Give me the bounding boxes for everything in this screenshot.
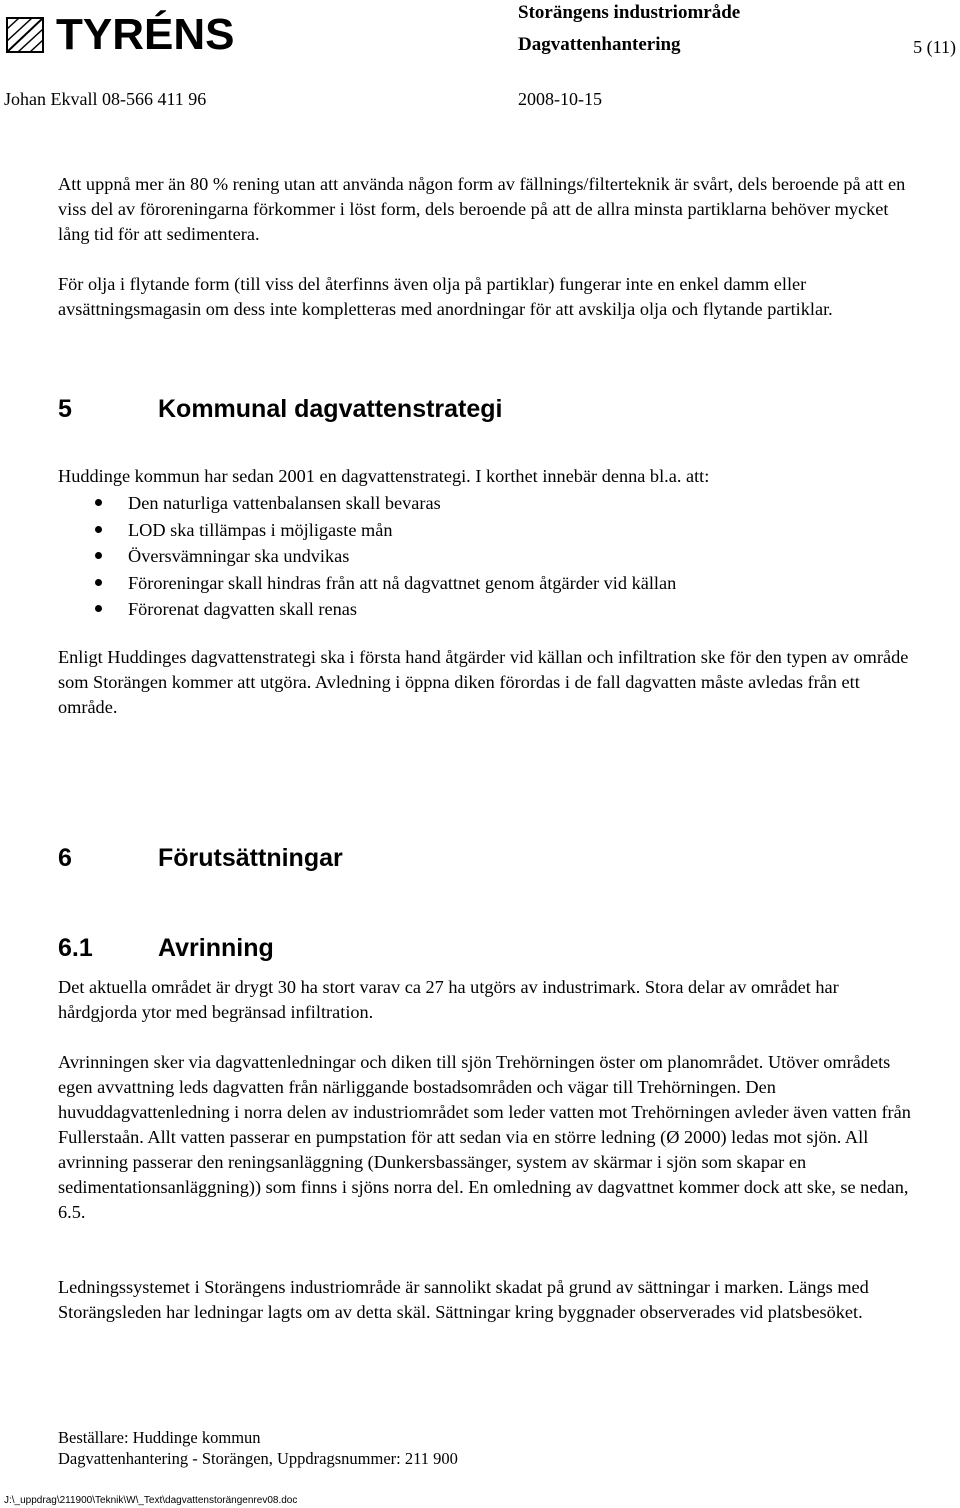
section-title: Kommunal dagvattenstrategi (158, 395, 503, 423)
section-6-1-heading (58, 933, 274, 963)
footer-assignment: Dagvattenhantering - Storängen, Uppdragsnummer: 211 900 (58, 1449, 458, 1468)
list-item: Den naturliga vattenbalansen skall bevaras (58, 490, 918, 517)
footer-file-path: J:\_uppdrag\211900\Teknik\W\_Text\dagvattenstorängenrev08.doc (4, 1495, 298, 1506)
bullet-icon (95, 552, 102, 559)
section-number: 6.1 (58, 934, 93, 962)
list-item: Förorenat dagvatten skall renas (58, 596, 918, 623)
section-6-1-paragraph-3: Ledningssystemet i Storängens industriområde är sannolikt skadat på grund av sättningar i marken. Längs med Storängsleden har ledningar lagts om av detta skäl. Sättningar kring byggnader observerades vid platsbesöket. (58, 1277, 869, 1322)
list-item: Översvämningar ska undvikas (58, 543, 918, 570)
company-logo-text: TYRÉNS (56, 10, 235, 59)
strategy-bullet-list (58, 490, 918, 623)
bullet-icon (95, 579, 102, 586)
section-5-lead: Huddinge kommun har sedan 2001 en dagvattenstrategi. I korthet innebär denna bl.a. att: (58, 466, 710, 486)
section-5-heading (58, 394, 503, 424)
section-6-heading (58, 843, 343, 873)
list-item: Föroreningar skall hindras från att nå dagvattnet genom åtgärder vid källan (58, 570, 918, 597)
intro-paragraph-1: Att uppnå mer än 80 % rening utan att använda någon form av fällnings/filterteknik är svårt, dels beroende på att en viss del av föroreningarna förkommer i löst form, dels beroende på att de allra minsta partiklarna behöver mycket lång tid för att sedimentera. (58, 174, 906, 244)
section-6-1-paragraph-1: Det aktuella området är drygt 30 ha stort varav ca 27 ha utgörs av industrimark. Stora delar av området har hårdgjorda ytor med begränsad infiltration. (58, 977, 839, 1022)
header-page-number: 5 (11) (913, 37, 956, 57)
section-title: Förutsättningar (158, 844, 343, 872)
header-author: Johan Ekvall 08-566 411 96 (4, 89, 207, 109)
bullet-icon (95, 526, 102, 533)
section-6-1-paragraph-2: Avrinningen sker via dagvattenledningar och diken till sjön Trehörningen öster om planområdet. Utöver områdets egen avvattning leds dagvatten från närliggande bostadsområden och vägar till Trehörningen. Den huvuddagvattenledning i norra delen av industriområdet som leder vatten mot Trehörningen avleder även vatten från Fullerstaån. Allt vatten passerar en pumpstation för att sedan via en större ledning (Ø 2000) ledas mot sjön. All avrinning passerar den reningsanläggning (Dunkersbassänger, system av skärmar i sjön som skapar en sedimentationsanläggning)) som finns i sjöns norra del. En omledning av dagvattnet kommer dock att ske, se nedan, 6.5. (58, 1052, 911, 1222)
header-project: Storängens industriområde (518, 2, 741, 23)
header-date: 2008-10-15 (518, 89, 602, 109)
bullet-icon (95, 499, 102, 506)
list-item: LOD ska tillämpas i möjligaste mån (58, 517, 918, 544)
section-5-paragraph: Enligt Huddinges dagvattenstrategi ska i första hand åtgärder vid källan och infiltration ske för den typen av område som Storängen kommer att utgöra. Avledning i öppna diken förordas i de fall dagvatten måste avledas från ett område. (58, 647, 909, 717)
header-subject: Dagvattenhantering (518, 34, 681, 55)
section-title: Avrinning (158, 934, 274, 962)
section-number: 6 (58, 844, 72, 872)
intro-paragraph-2: För olja i flytande form (till viss del återfinns även olja på partiklar) fungerar inte en enkel damm eller avsättningsmagasin om dess inte kompletteras med anordningar för att avskilja olja och flytande partiklar. (58, 274, 833, 319)
footer-client: Beställare: Huddinge kommun (58, 1428, 261, 1447)
bullet-icon (95, 605, 102, 612)
company-logo-icon (6, 17, 44, 53)
section-number: 5 (58, 395, 72, 423)
